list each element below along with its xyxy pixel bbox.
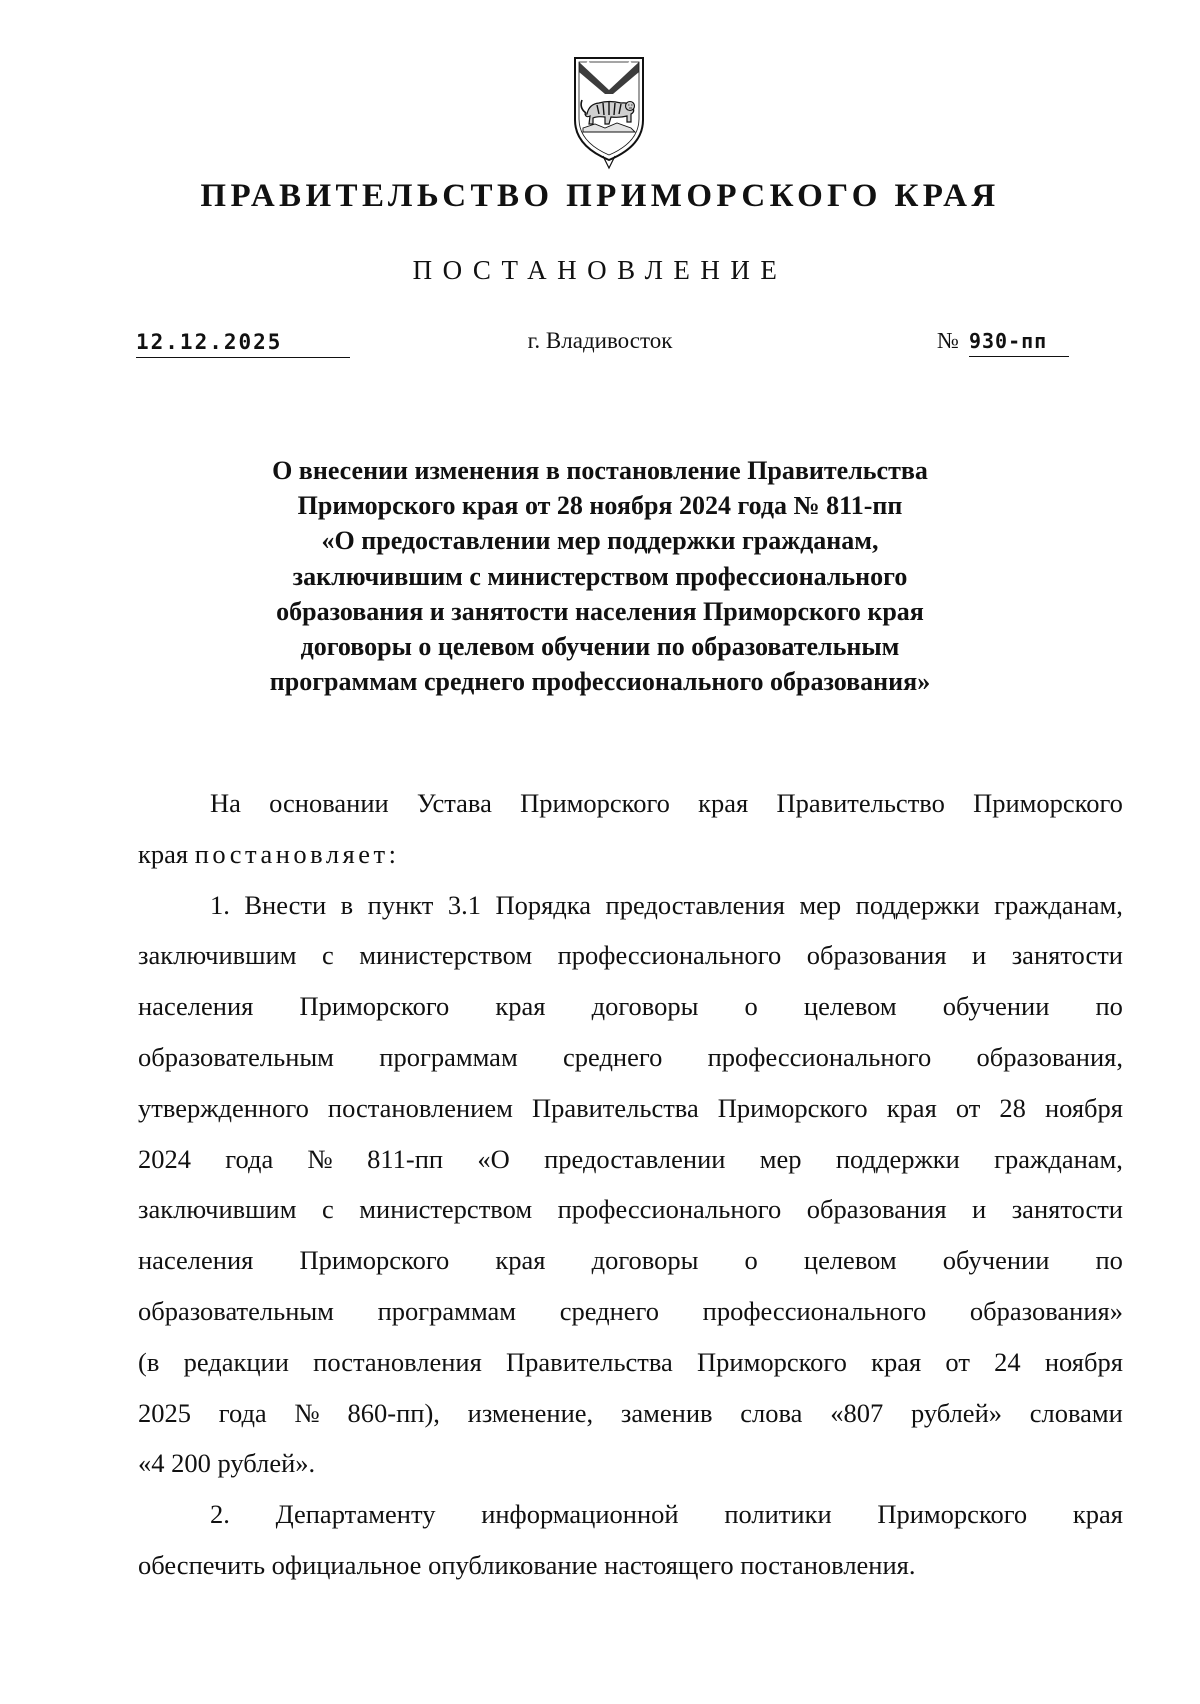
heading-line: О внесении изменения в постановление Правительства [272, 456, 928, 485]
document-number-field [937, 325, 1069, 357]
word: договоры [591, 991, 699, 1022]
word: образования [806, 1194, 947, 1225]
body-line [138, 829, 1123, 880]
word: Приморского [717, 1092, 868, 1123]
body-line [138, 930, 1123, 981]
word: населения [138, 1245, 254, 1276]
word: от [945, 1346, 970, 1377]
heading-line: «О предоставлении мер поддержки гражданам, [321, 526, 879, 556]
body-line [138, 1083, 1123, 1134]
word: образования» [969, 1295, 1123, 1326]
word: и [972, 1194, 987, 1225]
word: № [307, 1143, 333, 1174]
number-sign: № [937, 328, 959, 353]
word: постановлением [327, 1092, 513, 1123]
word: (в [138, 1346, 160, 1377]
document-date: 12.12.2025 [136, 330, 283, 354]
word: края [1072, 1499, 1123, 1530]
word: 2. [210, 1499, 230, 1530]
body-line [138, 1489, 1123, 1540]
document-number: 930-пп [969, 326, 1069, 357]
word: среднего [563, 1041, 663, 1072]
heading-line: образования и занятости населения Приморского края [276, 596, 924, 626]
word: по [1095, 991, 1123, 1022]
word: министерством [359, 940, 533, 971]
word: заключившим [138, 940, 297, 971]
word: с [322, 1194, 334, 1225]
word: профессионального [557, 1194, 782, 1225]
organization-title: ПРАВИТЕЛЬСТВО ПРИМОРСКОГО КРАЯ [200, 178, 1000, 214]
word: профессионального [702, 1295, 927, 1326]
word: Правительства [531, 1092, 699, 1123]
word: среднего [559, 1295, 660, 1326]
word: Приморского [697, 1346, 847, 1377]
body-line [138, 981, 1123, 1032]
word: словами [1029, 1397, 1123, 1428]
word: края [871, 1346, 922, 1377]
word: ноября [1044, 1092, 1123, 1123]
word: Приморского [973, 788, 1123, 818]
word: 28 [999, 1092, 1026, 1123]
word: с [322, 940, 334, 971]
word: года [225, 1143, 274, 1174]
word: заменив [620, 1397, 713, 1428]
word: слова [740, 1397, 803, 1428]
word: предоставлении [544, 1143, 726, 1174]
word: целевом [803, 1245, 897, 1276]
body-line [138, 1134, 1123, 1185]
word: Приморского [299, 991, 450, 1022]
word: № [294, 1397, 320, 1428]
word: обучении [942, 991, 1050, 1022]
preamble-start: края [138, 838, 189, 869]
word: образования, [976, 1041, 1123, 1072]
body-line [138, 1235, 1123, 1286]
body-line [138, 1286, 1123, 1337]
body-line [138, 1184, 1123, 1235]
word: занятости [1011, 940, 1123, 971]
word: «807 [830, 1397, 884, 1428]
word: гражданам, [994, 1143, 1123, 1174]
word: министерством [359, 1194, 533, 1225]
document-heading [150, 453, 1050, 699]
word: края [886, 1092, 937, 1123]
word: от [955, 1092, 981, 1123]
word: предоставления [605, 889, 785, 920]
heading-line: Приморского края от 28 ноября 2024 года № 811-пп [297, 491, 903, 521]
body-line: «4 200 рублей». [138, 1448, 316, 1479]
word: в [340, 889, 354, 920]
word: утвержденного [138, 1092, 309, 1123]
word: населения [138, 991, 254, 1022]
word: редакции [183, 1346, 289, 1377]
word: информационной [481, 1499, 679, 1530]
word: профессионального [707, 1041, 932, 1072]
word: договоры [591, 1245, 699, 1276]
word: образовательным [138, 1041, 334, 1072]
word: о [744, 991, 758, 1022]
word: обучении [942, 1245, 1050, 1276]
word: ноября [1044, 1346, 1123, 1377]
resolves-word: постановляет: [194, 838, 400, 869]
word: 860-пп), [347, 1397, 440, 1428]
word: пункт [367, 889, 434, 920]
document-type: ПОСТАНОВЛЕНИЕ [412, 255, 788, 285]
word: образовательным [138, 1295, 334, 1326]
word: 3.1 [447, 889, 481, 920]
word: Приморского [877, 1499, 1028, 1530]
body-line [138, 880, 1123, 931]
word: Порядка [495, 889, 592, 920]
word: края [495, 1245, 546, 1276]
word: поддержки [835, 1143, 960, 1174]
word: края [698, 788, 749, 818]
word: программам [379, 1041, 518, 1072]
body-line [138, 1337, 1123, 1388]
body-line [138, 1388, 1123, 1439]
word: профессионального [557, 940, 782, 971]
word: 2025 [138, 1397, 191, 1428]
word: На [210, 788, 241, 818]
word: Устава [416, 788, 492, 818]
document-city: г. Владивосток [527, 328, 673, 353]
heading-line: заключившим с министерством профессионального [292, 561, 908, 591]
word: рублей» [910, 1397, 1002, 1428]
word: 811-пп [367, 1143, 444, 1174]
word: края [495, 991, 546, 1022]
word: Приморского [520, 788, 670, 818]
word: Департаменту [275, 1499, 436, 1530]
word: образования [806, 940, 947, 971]
body-line: обеспечить официальное опубликование настоящего постановления. [138, 1549, 916, 1580]
document-body [138, 778, 1123, 1591]
word: заключившим [138, 1194, 297, 1225]
word: и [972, 940, 987, 971]
word: Правительства [506, 1346, 673, 1377]
heading-line: программам среднего профессионального образования» [269, 667, 931, 697]
word: политики [724, 1499, 832, 1530]
word: 24 [994, 1346, 1021, 1377]
word: занятости [1011, 1194, 1123, 1225]
word: Внести [244, 889, 327, 920]
body-line [138, 1032, 1123, 1083]
word: мер [799, 889, 842, 920]
word: основании [269, 788, 389, 818]
word: 1. [210, 889, 230, 920]
word: «О [477, 1143, 510, 1174]
word: по [1095, 1245, 1123, 1276]
word: мер [759, 1143, 802, 1174]
word: о [744, 1245, 758, 1276]
word: Правительство [776, 788, 945, 818]
heading-line: договоры о целевом обучении по образовательным [300, 632, 900, 662]
word: поддержки [855, 889, 980, 920]
body-line [138, 778, 1123, 829]
primorye-coat-of-arms-icon [573, 56, 645, 170]
word: гражданам, [994, 889, 1123, 920]
word: программам [377, 1295, 517, 1326]
word: года [218, 1397, 267, 1428]
word: целевом [803, 991, 897, 1022]
word: Приморского [299, 1245, 450, 1276]
word: постановления [313, 1346, 482, 1377]
word: изменение, [467, 1397, 594, 1428]
word: 2024 [138, 1143, 191, 1174]
